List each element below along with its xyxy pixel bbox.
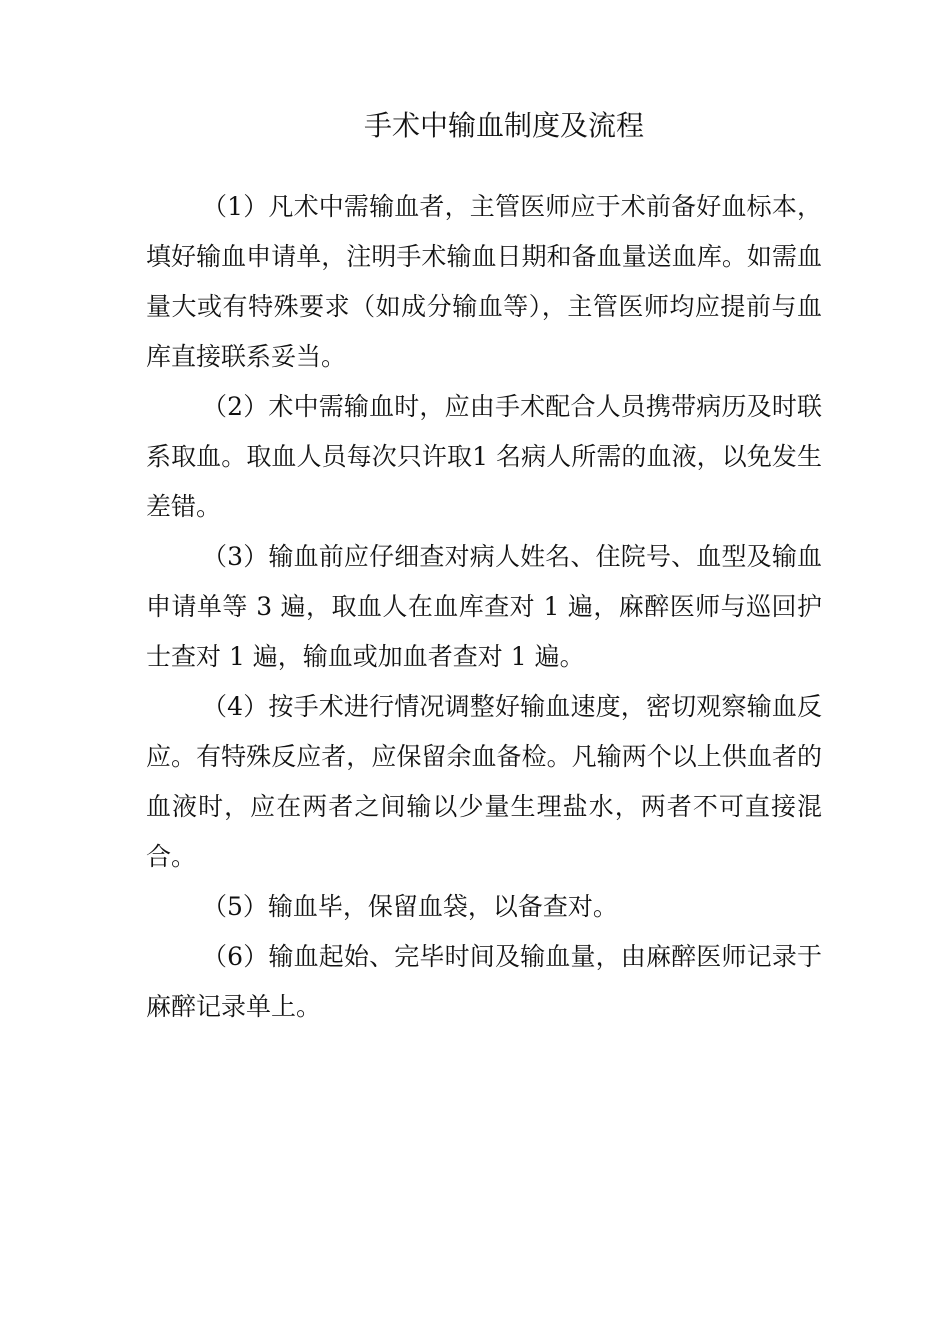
paragraph-5: （5）输血毕，保留血袋，以备查对。 [202, 892, 618, 921]
page-title: 手术中输血制度及流程 [363, 109, 644, 142]
paragraph-3: （3）输血前应仔细查对病人姓名、住院号、血型及输血申请单等 3 遍，取血人在血库查对 1 遍，麻醉医师与巡回护士查对 1 遍，输血或加血者查对 1 遍。 [146, 542, 822, 671]
paragraph-6: （6）输血起始、完毕时间及输血量，由麻醉医师记录于麻醉记录单上。 [146, 942, 822, 1021]
paragraph-1: （1）凡术中需输血者，主管医师应于术前备好血标本，填好输血申请单，注明手术输血日期和备血量送血库。如需血量大或有特殊要求（如成分输血等），主管医师均应提前与血库直接联系妥当。 [146, 192, 822, 371]
document-body [146, 182, 822, 1032]
paragraph-4: （4）按手术进行情况调整好输血速度，密切观察输血反应。有特殊反应者，应保留余血备检。凡输两个以上供血者的血液时，应在两者之间输以少量生理盐水，两者不可直接混合。 [146, 692, 822, 871]
paragraph-2: （2）术中需输血时，应由手术配合人员携带病历及时联系取血。取血人员每次只许取1 名病人所需的血液，以免发生差错。 [146, 392, 822, 521]
